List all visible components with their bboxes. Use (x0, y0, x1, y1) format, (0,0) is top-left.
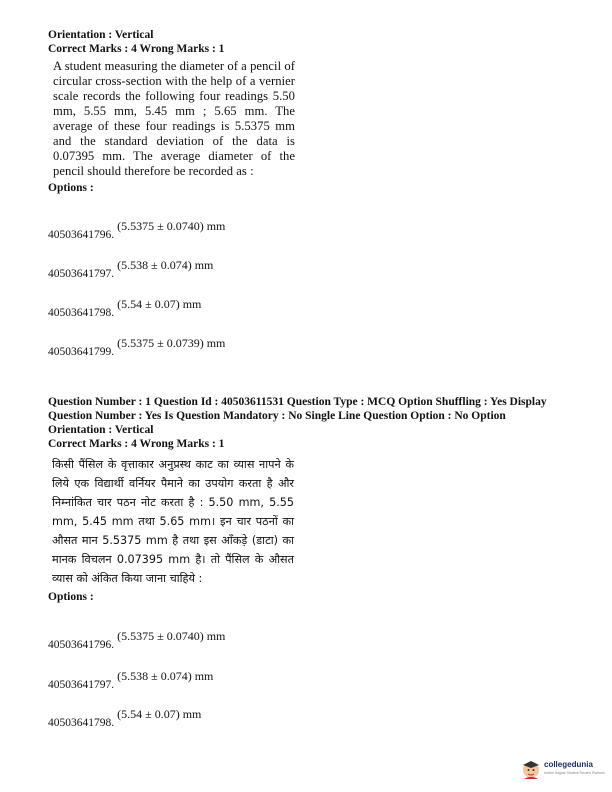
q2-options-label: Options : (48, 591, 94, 603)
q1-option-2[interactable] (48, 258, 214, 280)
question-1-hindi (48, 395, 578, 604)
q1-stem: A student measuring the diameter of a pencil of circular cross-section with the help of a vernier scale records the following four readings 5.50 mm, 5.55 mm, 5.45 mm ; 5.65 mm. The average of these four readings is 5.5375 mm and the standard deviation of the data is 0.07395 mm. The average diameter of the pencil should therefore be recorded as : (53, 59, 295, 178)
option-value: (5.5375 ± 0.0740) mm (117, 219, 226, 233)
q2-stem: किसी पैंसिल के वृत्ताकार अनुप्रस्थ काट का व्यास नापने के लिये एक विद्यार्थी वर्नियर पैमाने का उपयोग करता है और निम्नांकित चार पठन नोट करता है : 5.50 mm, 5.55 mm, 5.45 mm तथा 5.65 mm। इन चार पठनों का औसत मान 5.5375 mm है तथा इस आँकड़े (डाटा) का मानक विचलन 0.07395 mm है। तो पैंसिल के औसत व्यास को अंकित किया जाना चाहिये : (52, 458, 294, 585)
q1-option-1[interactable] (48, 219, 226, 241)
q2-option-1[interactable] (48, 629, 226, 651)
option-value: (5.538 ± 0.074) mm (117, 258, 214, 272)
option-value: (5.5375 ± 0.0740) mm (117, 629, 226, 643)
q1-marks: Correct Marks : 4 Wrong Marks : 1 (48, 43, 225, 55)
option-id: 40503641798. (48, 717, 115, 729)
option-id: 40503641796. (48, 229, 115, 241)
option-value: (5.54 ± 0.07) mm (117, 297, 202, 311)
option-id: 40503641797. (48, 679, 115, 691)
option-value: (5.54 ± 0.07) mm (117, 707, 202, 721)
brand-tagline: India's largest Student Review Platform (544, 771, 605, 775)
option-value: (5.538 ± 0.074) mm (117, 669, 214, 683)
q2-option-2[interactable] (48, 669, 214, 691)
option-id: 40503641797. (48, 268, 115, 280)
q1-options-label: Options : (48, 182, 94, 194)
brand-name: collegedunia (544, 760, 593, 769)
q2-option-3[interactable] (48, 707, 202, 729)
q1-orientation: Orientation : Vertical (48, 29, 154, 41)
option-id: 40503641799. (48, 346, 115, 358)
q1-option-4[interactable] (48, 336, 226, 358)
q2-header-line-2: Question Number : Yes Is Question Mandatory : No Single Line Question Option : No Option (48, 410, 506, 422)
q1-option-3[interactable] (48, 297, 202, 319)
q2-header-line-1: Question Number : 1 Question Id : 40503611531 Question Type : MCQ Option Shuffling : Yes Display (48, 396, 547, 408)
q2-orientation: Orientation : Vertical (48, 424, 154, 436)
q2-marks: Correct Marks : 4 Wrong Marks : 1 (48, 438, 225, 450)
collegedunia-logo (520, 758, 605, 780)
question-1 (48, 28, 578, 195)
graduate-avatar-icon (520, 758, 542, 780)
option-id: 40503641796. (48, 639, 115, 651)
option-id: 40503641798. (48, 307, 115, 319)
option-value: (5.5375 ± 0.0739) mm (117, 336, 226, 350)
